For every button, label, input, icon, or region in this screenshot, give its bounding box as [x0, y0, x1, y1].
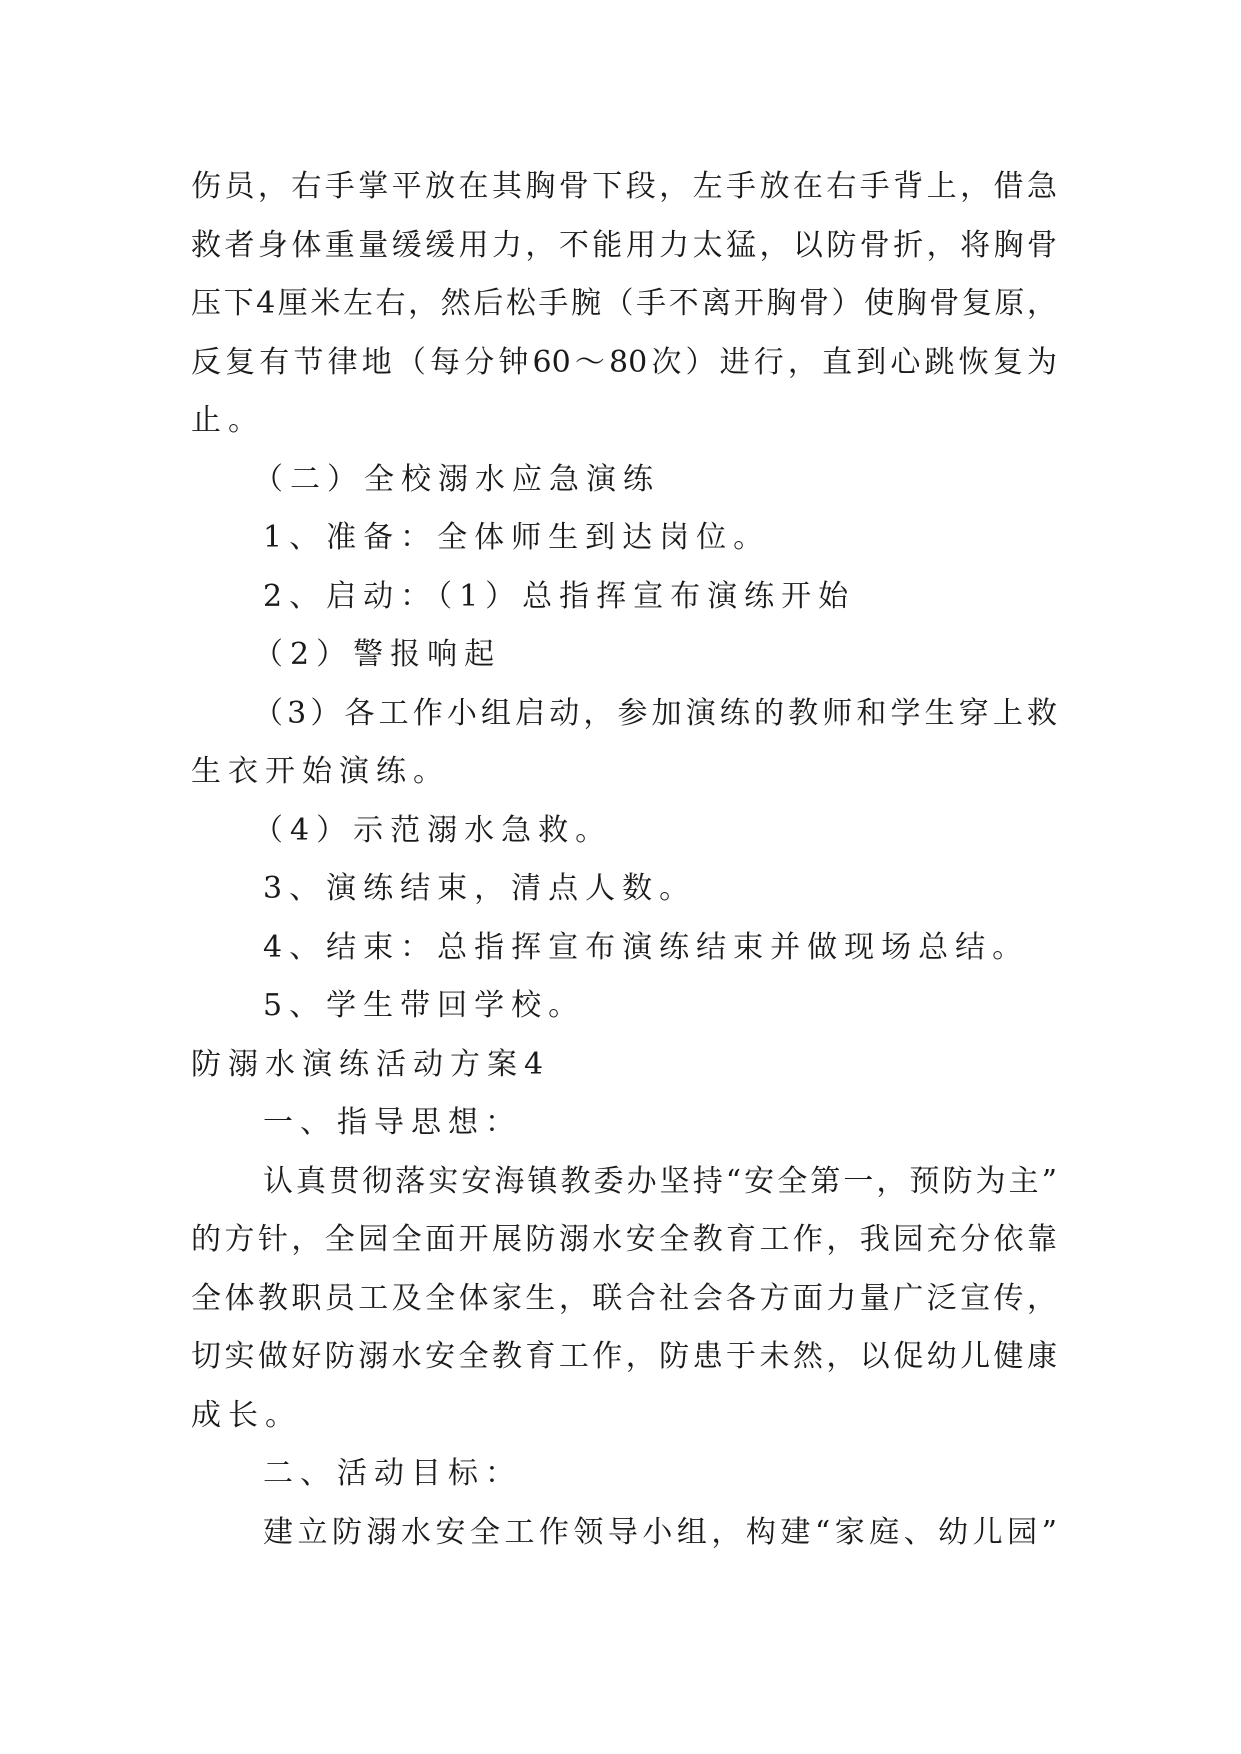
list-item: 3、演练结束，清点人数。 — [263, 871, 697, 906]
list-item: 2、启动：（1）总指挥宣布演练开始 — [263, 578, 856, 614]
list-item: （3）各工作小组启动，参加演练的教师和学生穿上救 — [253, 695, 1057, 731]
list-item: 1、准备：全体师生到达岗位。 — [263, 520, 771, 555]
list-item: 5、学生带回学校。 — [263, 988, 586, 1023]
paragraph-line: 压下4厘米左右，然后松手腕（手不离开胸骨）使胸骨复原， — [191, 286, 1057, 321]
paragraph-line: 救者身体重量缓缓用力，不能用力太猛，以防骨折，将胸骨 — [191, 227, 1057, 263]
section-heading: 一、指导思想： — [263, 1105, 522, 1140]
paragraph-line: 全体教职员工及全体家生，联合社会各方面力量广泛宣传， — [191, 1280, 1057, 1316]
paragraph-line: 反复有节律地（每分钟60～80次）进行，直到心跳恢复为 — [191, 344, 1057, 380]
section-heading: 二、活动目标： — [263, 1456, 522, 1491]
list-item: （4）示范溺水急救。 — [253, 812, 613, 848]
paragraph-line: 切实做好防溺水安全教育工作，防患于未然，以促幼儿健康 — [191, 1339, 1057, 1374]
paragraph-line: 认真贯彻落实安海镇教委办坚持“安全第一，预防为主” — [263, 1163, 1057, 1199]
paragraph-line: 生衣开始演练。 — [191, 754, 450, 789]
paragraph-line: 建立防溺水安全工作领导小组，构建“家庭、幼儿园” — [263, 1514, 1057, 1550]
paragraph-line: 止。 — [191, 403, 265, 438]
paragraph-line: 伤员，右手掌平放在其胸骨下段，左手放在右手背上，借急 — [191, 169, 1057, 204]
document-body — [191, 158, 1057, 1562]
section-heading: （二）全校溺水应急演练 — [253, 461, 660, 497]
list-item: 4、结束：总指挥宣布演练结束并做现场总结。 — [263, 929, 1030, 965]
list-item: （2）警报响起 — [253, 637, 502, 672]
paragraph-line: 的方针，全园全面开展防溺水安全教育工作，我园充分依靠 — [191, 1222, 1057, 1257]
document-title: 防溺水演练活动方案4 — [191, 1046, 551, 1082]
paragraph-line: 成长。 — [191, 1397, 302, 1433]
